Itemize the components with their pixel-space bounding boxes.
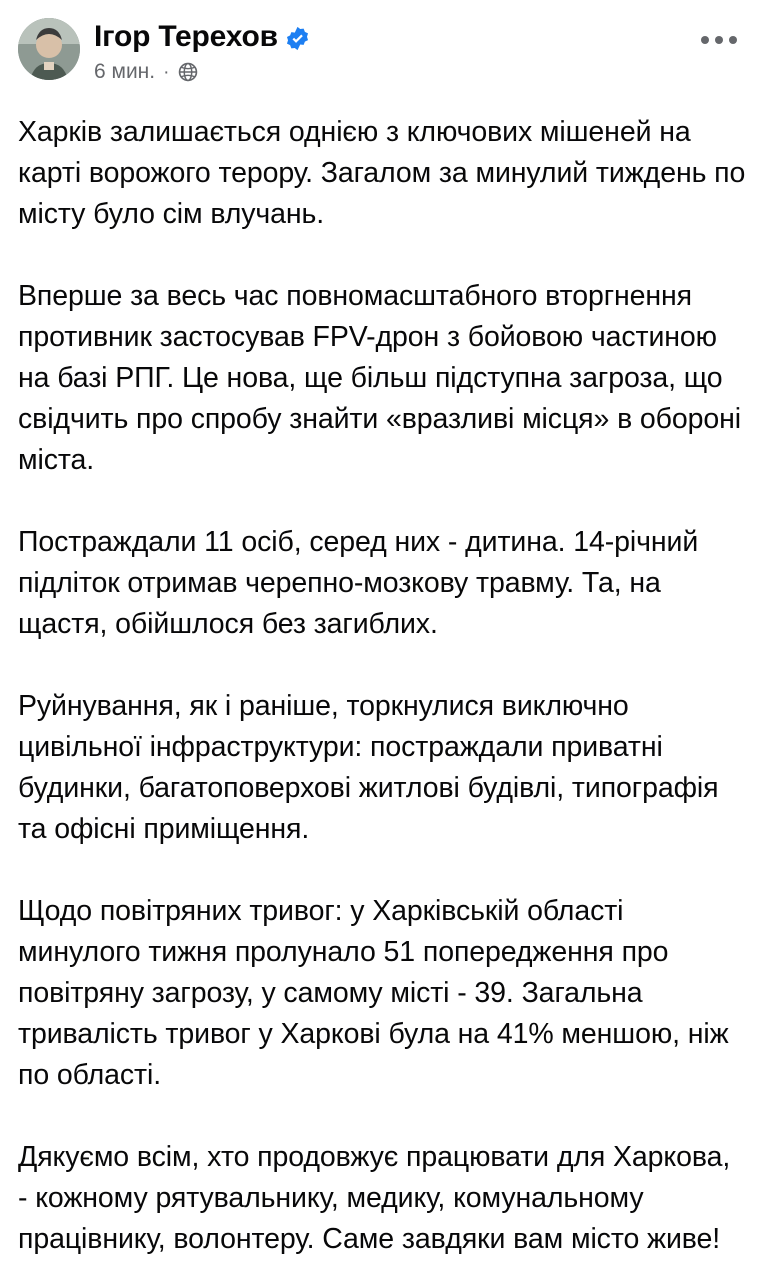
menu-dot [715,36,723,44]
post-timestamp[interactable]: 6 мин. [94,60,156,83]
verified-badge-icon [285,26,310,51]
post-header [18,14,747,92]
author-row [94,20,310,54]
menu-dot [729,36,737,44]
post-paragraph: Постраждали 11 осіб, серед них - дитина. 14-річний підліток отримав черепно-мозкову травму. Та, на щастя, обійшлося без загиблих. [18,526,706,640]
avatar[interactable] [18,18,80,80]
post-header-text [94,14,310,84]
menu-dot [701,36,709,44]
globe-icon[interactable] [177,61,199,83]
post-paragraph: Щодо повітряних тривог: у Харківській області минулого тижня пролунало 51 попередження про повітряну загрозу, у самому місті - 39. Загальна тривалість тривог у Харкові була на 41% меншою, ніж по області. [18,895,737,1091]
post-options-button[interactable] [695,30,743,50]
post-meta [94,60,310,84]
author-name[interactable]: Ігор Терехов [94,20,278,53]
post-text [18,112,754,1260]
post-paragraph: Харків залишається однією з ключових мішеней на карті ворожого терору. Загалом за минулий тиждень по місту було сім влучань. [18,116,754,230]
meta-separator: · [163,61,170,83]
post-paragraph: Руйнування, як і раніше, торкнулися виключно цивільної інфраструктури: постраждали приватні будинки, багатоповерхові житлові будівлі, типографія та офісні приміщення. [18,690,727,845]
post-paragraph: Дякуємо всім, хто продовжує працювати для Харкова, - кожному рятувальнику, медику, комунальному працівнику, волонтеру. Саме завдяки вам місто живе! [18,1141,738,1255]
post-paragraph: Вперше за весь час повномасштабного вторгнення противник застосував FPV-дрон з бойовою частиною на базі РПГ. Це нова, ще більш підступна загроза, що свідчить про спробу знайти «вразливі місця» в обороні міста. [18,280,749,476]
